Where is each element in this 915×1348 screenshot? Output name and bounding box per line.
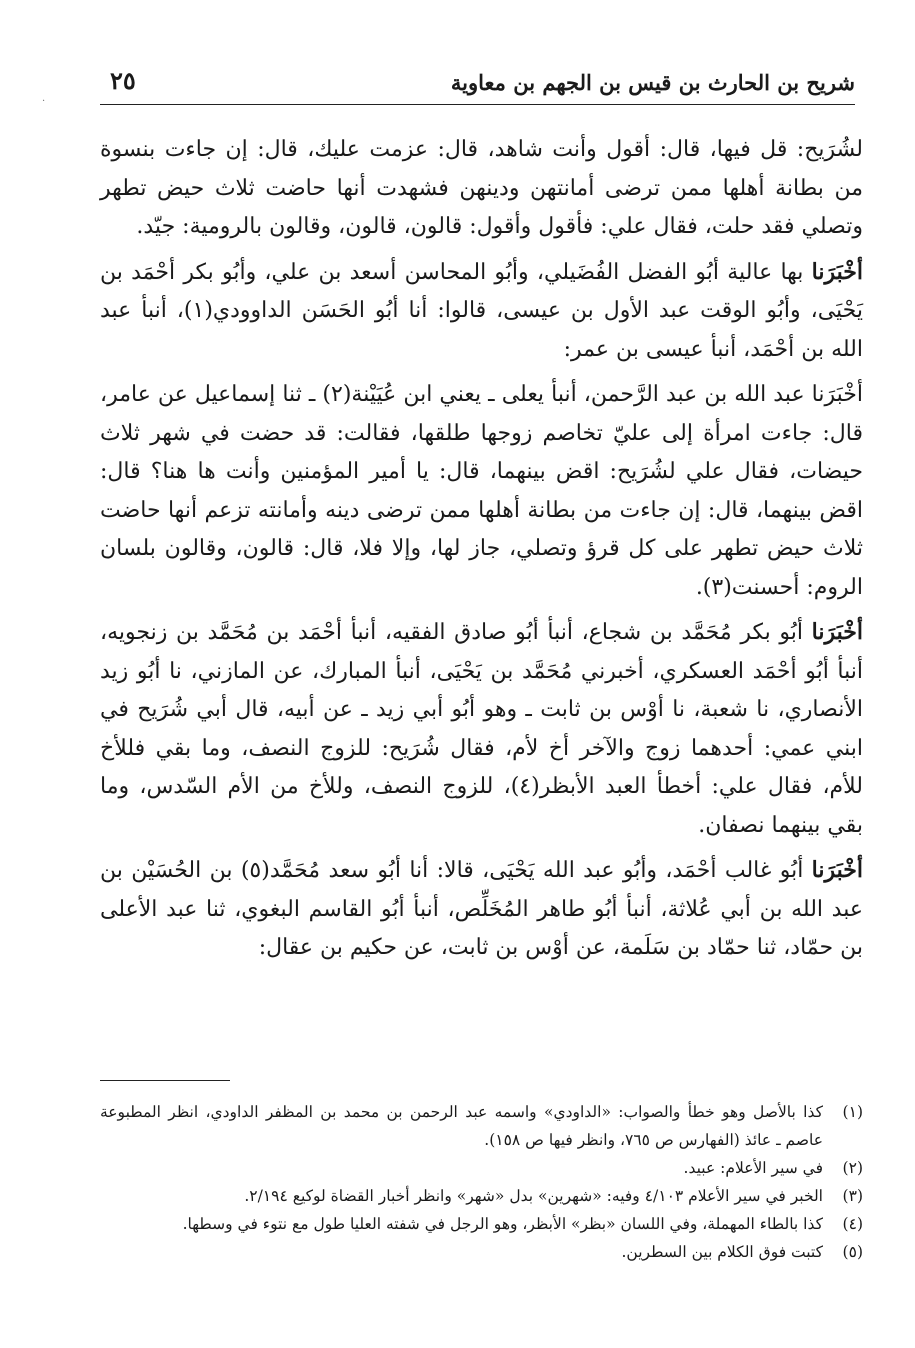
margin-mark: · [42,96,46,107]
footnote-number: (٥) [842,1243,863,1261]
footnote-number: (٣) [842,1187,863,1205]
footnote-text: في سير الأعلام: عبيد. [683,1159,823,1177]
paragraph-text: أبُو غالب أحْمَد، وأبُو عبد الله يَحْيَى، قالا: أنا أبُو سعد مُحَمَّد(٥) بن الحُسَيْن بن عبد الله بن أبي عُلاثة، أنبأ أبُو طاهر المُخَلِّص، أنبأ أبُو القاسم البغوي، ثنا عبد الأعلى بن حمّاد، ثنا حمّاد بن سَلَمة، عن أوْس بن ثابت، عن حكيم بن عقال: [100,858,863,960]
paragraph [100,613,863,845]
page-number: ٢٥ [110,66,136,95]
paragraph [100,130,863,247]
footnote-text: كتبت فوق الكلام بين السطرين. [621,1243,823,1261]
footnotes [100,1098,863,1266]
footnote-text: كذا بالأصل وهو خطأ والصواب: «الداودي» واسمه عبد الرحمن بن محمد بن المظفر الداودي، انظر المطبوعة عاصم ـ عائذ (الفهارس ص ٧٦٥، وانظر فيها ص ١٥٨). [100,1103,823,1149]
paragraph-text: أخْبَرَنا عبد الله بن عبد الرَّحمن، أنبأ يعلى ـ يعني ابن عُيَيْنة(٢) ـ ثنا إسماعيل عن عامر، قال: جاءت امرأة إلى عليّ تخاصم زوجها طلقها، فقالت: قد حضت في شهر ثلاث حيضات، فقال علي لشُرَيح: اقض بينهما، قال: يا أمير المؤمنين وأنت ها هنا؟ قال: اقض بينهما، قال: إن جاءت من بطانة أهلها ممن ترضى دينه وأمانته تزعم أنها حاضت ثلاث حيض تطهر على كل قرؤ وتصلي، جاز لها، وإلا فلا، قال: قالون، وقالون بلسان الروم: أحسنت(٣). [100,382,863,600]
paragraph-text: لشُرَيح: قل فيها، قال: أقول وأنت شاهد، قال: عزمت عليك، قال: إن جاءت بنسوة من بطانة أهلها ممن ترضى أمانتهن ودينهن فشهدت أنها حاضت ثلاث حيض تطهر وتصلي فقد حلت، فقال علي: فأقول وأقول: قالون، قالون، وقالون بالرومية: جيّد. [100,137,863,239]
footnote [100,1098,863,1154]
paragraph [100,375,863,607]
main-text [100,130,863,974]
running-title: شريح بن الحارث بن قيس بن الجهم بن معاوية [450,70,855,95]
paragraph-text: أبُو بكر مُحَمَّد بن شجاع، أنبأ أبُو صادق الفقيه، أنبأ أحْمَد بن مُحَمَّد بن زنجويه، أنبأ أبُو أحْمَد العسكري، أخبرني مُحَمَّد بن يَحْيَى، أنبأ المبارك، عن المازني، نا أبُو زيد الأنصاري، نا شعبة، نا أوْس بن ثابت ـ وهو أبُو أبي زيد ـ عن أبيه، قال أبي شُرَيح في ابني عمي: أحدهما زوج والآخر أخ لأم، فقال شُرَيح: للزوج النصف، وما بقي فللأخ للأم، فقال علي: أخطأ العبد الأبظر(٤)، للزوج النصف، وللأخ من الأم السّدس، وما بقي بينهما نصفان. [100,620,864,838]
footnote-separator [100,1080,230,1081]
footnote-text: كذا بالطاء المهملة، وفي اللسان «بظر» الأبظر، وهو الرجل في شفته العليا طول مع نتوء في وسطها. [182,1215,823,1233]
paragraph-text: بها عالية أبُو الفضل الفُضَيلي، وأبُو المحاسن أسعد بن علي، وأبُو بكر أحْمَد بن يَحْيَى، وأبُو الوقت عبد الأول بن عيسى، قالوا: أنا أبُو الحَسَن الداوودي(١)، أنبأ عبد الله بن أحْمَد، أنبأ عيسى بن عمر: [100,259,864,362]
paragraph-lead: أخْبَرَنا [811,619,863,645]
footnote-number: (٤) [842,1215,863,1233]
footnote [100,1210,863,1238]
running-header [100,60,855,105]
footnote-number: (٢) [842,1159,863,1177]
paragraph [100,851,863,968]
footnote [100,1238,863,1266]
footnote [100,1154,863,1182]
footnote-text: الخبر في سير الأعلام ٤/١٠٣ وفيه: «شهرين» بدل «شهر» وانظر أخبار القضاة لوكيع ٢/١٩٤. [244,1187,823,1205]
footnote [100,1182,863,1210]
paragraph-lead: أخْبَرَنا [811,857,863,883]
footnote-number: (١) [842,1103,863,1121]
paragraph-lead: أخْبَرَنا [811,258,863,285]
paragraph [100,253,863,370]
